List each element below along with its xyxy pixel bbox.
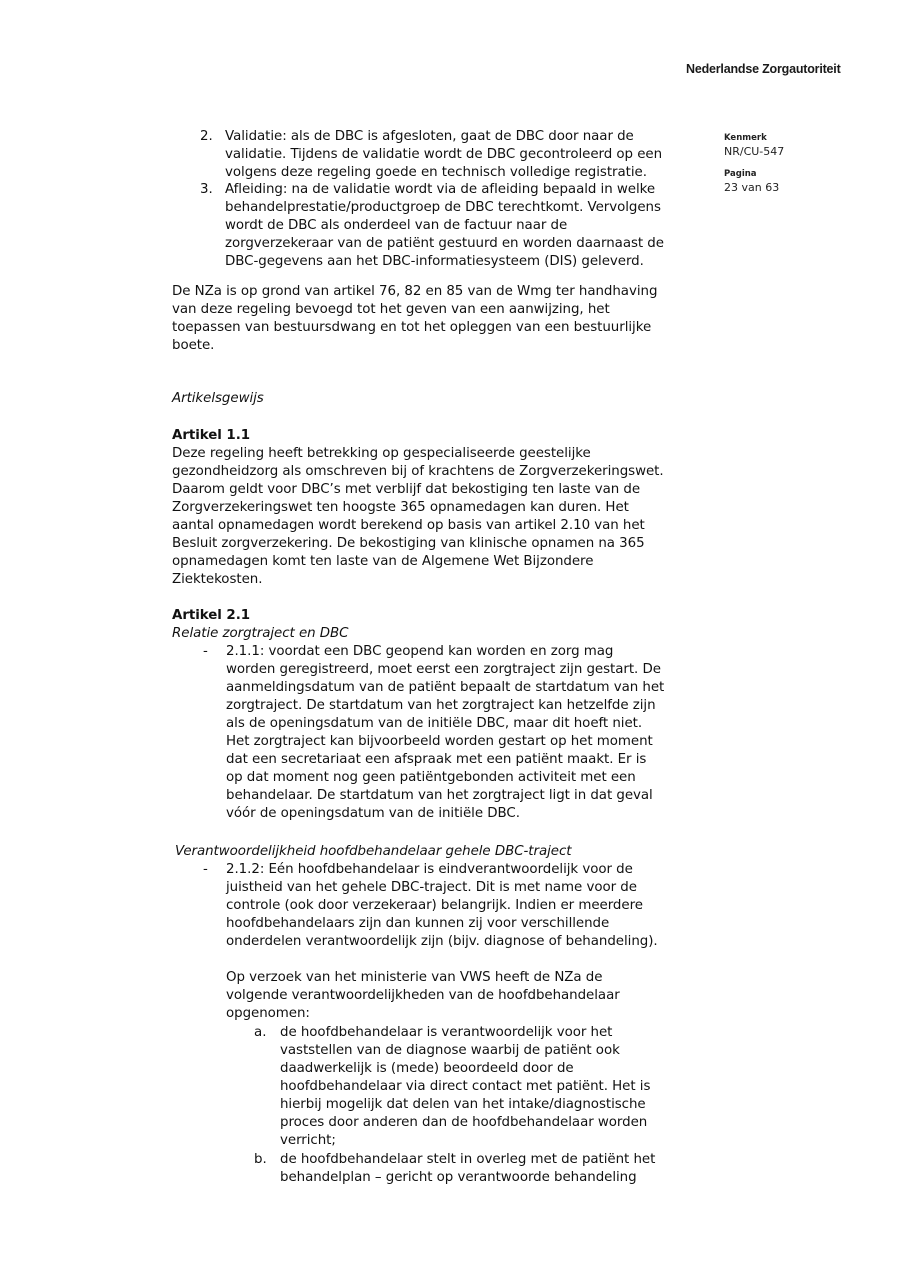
text-line: hoofdbehandelaar via direct contact met patiënt. Het is — [280, 1079, 651, 1094]
text-line: behandelprestatie/productgroep de DBC terechtkomt. Vervolgens — [225, 200, 661, 215]
text-line: proces door anderen dan de hoofdbehandelaar worden — [280, 1115, 648, 1130]
text-line: De NZa is op grond van artikel 76, 82 en 85 van de Wmg ter handhaving — [172, 284, 658, 299]
text-line: Daarom geldt voor DBC’s met verblijf dat bekostiging ten laste van de — [172, 482, 641, 497]
bullet-marker: - — [203, 644, 208, 659]
list-letter: b. — [254, 1152, 267, 1167]
text-line: de hoofdbehandelaar is verantwoordelijk voor het — [280, 1025, 613, 1040]
text-line: volgende verantwoordelijkheden van de hoofdbehandelaar — [226, 988, 620, 1003]
text-line: zorgverzekeraar van de patiënt gestuurd en worden daarnaast de — [225, 236, 664, 251]
article-title: Artikel 1.1 — [172, 428, 251, 443]
text-line: Deze regeling heeft betrekking op gespecialiseerde geestelijke — [172, 446, 591, 461]
text-line: validatie. Tijdens de validatie wordt de DBC gecontroleerd op een — [225, 147, 663, 162]
text-line: Zorgverzekeringswet ten hoogste 365 opnamedagen kan duren. Het — [172, 500, 629, 515]
text-line: zorgtraject. De startdatum van het zorgtraject kan hetzelfde zijn — [226, 698, 656, 713]
text-line: de hoofdbehandelaar stelt in overleg met de patiënt het — [280, 1152, 656, 1167]
text-line: vóór de openingsdatum van de initiële DBC. — [226, 806, 520, 821]
text-line: behandelplan – gericht op verantwoorde behandeling — [280, 1170, 637, 1185]
text-line: op dat moment nog geen patiëntgebonden activiteit met een — [226, 770, 636, 785]
text-line: vaststellen van de diagnose waarbij de patiënt ook — [280, 1043, 620, 1058]
text-line: DBC-gegevens aan het DBC-informatiesysteem (DIS) geleverd. — [225, 254, 644, 269]
text-line: daadwerkelijk is (mede) beoordeeld door de — [280, 1061, 574, 1076]
text-line: controle (ook door verzekeraar) belangrijk. Indien er meerdere — [226, 898, 643, 913]
text-line: aantal opnamedagen wordt berekend op basis van artikel 2.10 van het — [172, 518, 645, 533]
text-line: aanmeldingsdatum van de patiënt bepaalt de startdatum van het — [226, 680, 665, 695]
kenmerk-value: NR/CU-547 — [724, 145, 785, 158]
page-number: 23 van 63 — [724, 181, 780, 194]
text-line: Besluit zorgverzekering. De bekostiging van klinische opnamen na 365 — [172, 536, 645, 551]
text-line: boete. — [172, 338, 215, 353]
text-line: van deze regeling bevoegd tot het geven van een aanwijzing, het — [172, 302, 610, 317]
text-line: als de openingsdatum van de initiële DBC, maar dit hoeft niet. — [226, 716, 643, 731]
organization-name: Nederlandse Zorgautoriteit — [686, 62, 841, 76]
kenmerk-label: Kenmerk — [724, 133, 767, 143]
text-line: Afleiding: na de validatie wordt via de afleiding bepaald in welke — [225, 182, 656, 197]
article-subtitle: Relatie zorgtraject en DBC — [172, 626, 349, 641]
text-line: gezondheidzorg als omschreven bij of krachtens de Zorgverzekeringswet. — [172, 464, 664, 479]
article-subtitle: Verantwoordelijkheid hoofdbehandelaar gehele DBC-traject — [175, 844, 572, 859]
text-line: opnamedagen komt ten laste van de Algemene Wet Bijzondere — [172, 554, 594, 569]
text-line: hoofdbehandelaars zijn dan kunnen zij voor verschillende — [226, 916, 610, 931]
text-line: opgenomen: — [226, 1006, 310, 1021]
text-line: Validatie: als de DBC is afgesloten, gaat de DBC door naar de — [225, 129, 634, 144]
text-line: worden geregistreerd, moet eerst een zorgtraject zijn gestart. De — [226, 662, 661, 677]
text-line: Ziektekosten. — [172, 572, 263, 587]
text-line: Op verzoek van het ministerie van VWS heeft de NZa de — [226, 970, 603, 985]
list-number: 3. — [200, 182, 213, 197]
pagina-label: Pagina — [724, 169, 757, 179]
text-line: 2.1.1: voordat een DBC geopend kan worden en zorg mag — [226, 644, 614, 659]
article-title: Artikel 2.1 — [172, 608, 251, 623]
text-line: onderdelen verantwoordelijk zijn (bijv. diagnose of behandeling). — [226, 934, 658, 949]
bullet-marker: - — [203, 862, 208, 877]
text-line: verricht; — [280, 1133, 336, 1148]
text-line: hierbij mogelijk dat delen van het intake/diagnostische — [280, 1097, 646, 1112]
text-line: toepassen van bestuursdwang en tot het opleggen van een bestuurlijke — [172, 320, 652, 335]
list-number: 2. — [200, 129, 213, 144]
text-line: behandelaar. De startdatum van het zorgtraject ligt in dat geval — [226, 788, 653, 803]
text-line: 2.1.2: Eén hoofdbehandelaar is eindverantwoordelijk voor de — [226, 862, 633, 877]
text-line: dat een secretariaat een afspraak met een patiënt maakt. Er is — [226, 752, 647, 767]
list-letter: a. — [254, 1025, 267, 1040]
text-line: Het zorgtraject kan bijvoorbeeld worden gestart op het moment — [226, 734, 653, 749]
text-line: wordt de DBC als onderdeel van de factuur naar de — [225, 218, 568, 233]
text-line: volgens deze regeling goede en technisch volledige registratie. — [225, 165, 647, 180]
section-heading: Artikelsgewijs — [172, 391, 264, 406]
text-line: juistheid van het gehele DBC-traject. Dit is met name voor de — [226, 880, 637, 895]
